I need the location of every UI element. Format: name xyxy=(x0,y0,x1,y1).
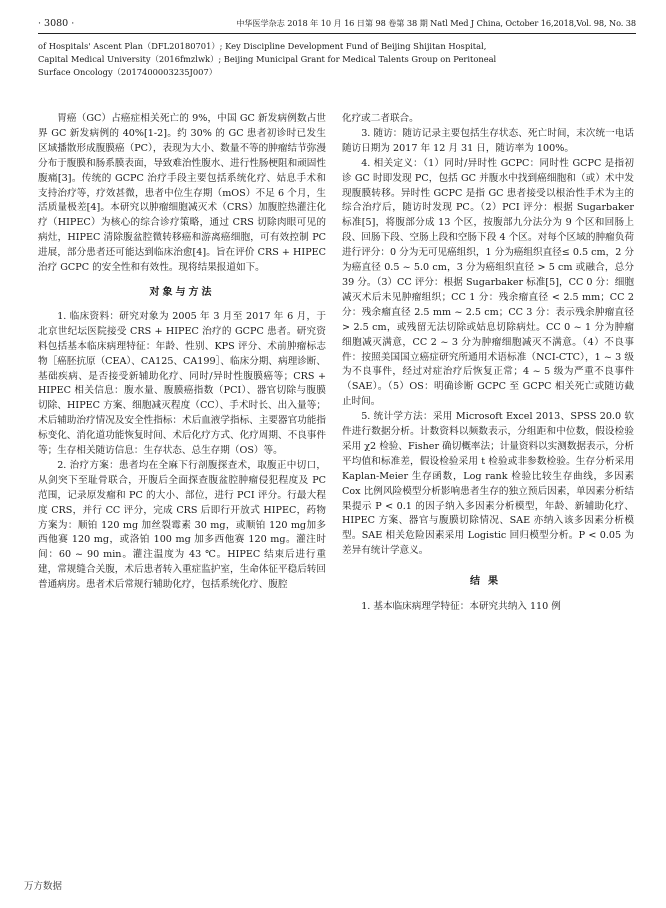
header-rule xyxy=(38,33,636,34)
funding-note xyxy=(38,40,628,80)
followup-paragraph: 3. 随访：随访记录主要包括生存状态、死亡时间，末次统一电话随访日期为 2017 年 12 月 31 日，随访率为 100%。 xyxy=(342,127,634,154)
funding-line: Capital Medical University（2016fmzlwk）; Beijing Municipal Grant for Medical Talents Group on Peritoneal xyxy=(38,54,497,65)
left-column xyxy=(38,112,326,593)
treatment-paragraph: 2. 治疗方案：患者均在全麻下行剖腹探查术，取腹正中切口，从剑突下至耻骨联合，开腹后全面探查腹盆腔肿瘤侵犯程度及 PC 范围，记录原发瘤和 PC 的大小、部位，进行 PCI 评分。行最大程度 CRS，并行 CC 评分，完成 CRS 后即行开放式 HIPEC，药物方案为：顺铂 120 mg 加丝裂霉素 30 mg，或顺铂 120 mg加多西他赛 120 mg，或洛铂 100 mg 加多西他赛 120 mg。灌注时间：60 ~ 90 min。灌注温度为 43 ℃。HIPEC 结束后进行重建，常规缝合关腹，术后患者转入重症监护室，生命体征平稳后转回普通病房。患者术后常规行辅助化疗，包括系统化疗、腹腔 xyxy=(38,459,326,591)
funding-line: of Hospitals' Ascent Plan（DFL20180701）; Key Discipline Development Fund of Beijing Shijitan Hospital, xyxy=(38,41,487,51)
section-title-methods: 对象与方法 xyxy=(149,286,215,298)
page-number: · 3080 · xyxy=(38,18,75,29)
funding-line: Surface Oncology（2017400003235J007） xyxy=(38,67,218,78)
results-paragraph: 1. 基本临床病理学特征：本研究共纳入 110 例 xyxy=(361,601,561,613)
continued-text: 化疗或二者联合。 xyxy=(342,113,419,124)
definitions-paragraph: 4. 相关定义：（1）同时/异时性 GCPC：同时性 GCPC 是指初诊 GC 时即发现 PC，包括 GC 并腹水中找到癌细胞和（或）术中发现腹膜转移。异时性 GCPC 是指 GC 患者接受以根治性手术为主的综合治疗后，随访时发现 PC。（2）PCI 评分：根据 Sugarbaker 标准[5]，将腹部分成 13 个区，按腹部九分法分为 9 个区和回肠上段、回肠下段、空肠上段和空肠下段 4 个区。对每个区域的肿瘤负荷进行评分：0 分为无可见癌组织，1 分为癌组织直径≤ 0.5 cm，2 分为癌直径 0.5 ~ 5.0 cm，3 分为癌组织直径 > 5 cm 或融合，总分 39 分。（3）CC 评分：根据 Sugarbaker 标准[5]，CC 0 分：细胞减灭术后未见肿瘤组织；CC 1 分：残余瘤直径 < 2.5 mm；CC 2 分：残余瘤直径 2.5 mm ~ 2.5 cm；CC 3 分：表示残余肿瘤直径 > 2.5 cm，或残留无法切除或姑息切除病灶。CC 0 ~ 1 分为肿瘤细胞减灭满意，CC 2 ~ 3 分为肿瘤细胞减灭不满意。（4）不良事件：按照美国国立癌症研究所通用术语标准（NCI-CTC），1 ~ 3 级为不良事件，经过对症治疗后恢复正常；4 ~ 5 级为严重不良事件（SAE）。（5）OS：明确诊断 GCPC 至 GCPC 相关死亡或随访截止时间。 xyxy=(342,157,634,408)
right-column xyxy=(342,112,634,615)
statistics-paragraph: 5. 统计学方法：采用 Microsoft Excel 2013、SPSS 20.0 软件进行数据分析。计数资料以频数表示，分组距和中位数，假设检验采用 χ2 检验、Fisher 确切概率法；计量资料以实测数据表示，分析平均值和标准差，假设检验采用 t 检验或非参数检验。生存分析采用 Kaplan-Meier 生存函数，Log rank 检验比较生存曲线，多因素 Cox 比例风险模型分析影响患者生存的独立预后因素，单因素分析结果提示 P < 0.1 的因子纳入多因素分析模型，年龄、新辅助化疗、HIPEC 方案、器官与腹膜切除情况、SAE 亦纳入该多因素分析模型。SAE 相关危险因素采用 Logistic 回归模型分析。P < 0.05 为差异有统计学意义。 xyxy=(342,411,634,557)
intro-paragraph: 胃癌（GC）占癌症相关死亡的 9%，中国 GC 新发病例数占世界 GC 新发病例的 40%[1-2]。约 30% 的 GC 患者初诊时已发生区域播散形成腹膜癌（PC），表现为大小、数量不等的肿瘤结节弥漫分布于腹膜和肠系膜表面，导致难治性腹水、进行性肠梗阻和顽固性腹痛[3]。传统的 GCPC 治疗手段主要包括系统化疗、姑息手术和支持治疗等，疗效甚微，患者中位生存期（mOS）不足 6 个月，生活质量极差[4]。本研究以肿瘤细胞减灭术（CRS）加腹腔热灌注化疗（HIPEC）为核心的综合诊疗策略，通过 CRS 切除肉眼可见的病灶，HIPEC 清除腹盆腔微转移癌和游离癌细胞，可有效控制 PC 进展，部分患者还可能达到临床治愈[4]。旨在评价 CRS + HIPEC 治疗 GCPC 的安全性和有效性。现将结果报道如下。 xyxy=(38,113,326,274)
section-title-results: 结果 xyxy=(470,576,506,588)
journal-citation: 中华医学杂志 2018 年 10 月 16 日第 98 卷第 38 期 Natl Med J China, October 16,2018,Vol. 98, No. 38 xyxy=(236,18,636,28)
clinical-data-paragraph: 1. 临床资料：研究对象为 2005 年 3 月至 2017 年 6 月，于北京世纪坛医院接受 CRS + HIPEC 治疗的 GCPC 患者。研究资料包括基本临床病理特征：年龄、性别、KPS 评分、术前肿瘤标志物［癌胚抗原（CEA）、CA125、CA199］、临床分期、病理诊断、基础疾病、是否接受新辅助化疗、同时/异时性腹膜癌等；CRS + HIPEC 相关信息：腹水量、腹膜癌指数（PCI）、器官切除与腹膜切除、HIPEC 方案、细胞减灭程度（CC）、手术时长、出入量等；术后辅助治疗情况及安全性指标：术后血液学指标、主要器官功能指标变化、消化道功能恢复时间、术后化疗方式、化疗周期、不良事件等；生存相关随访信息：生存状态、总生存期（OS）等。 xyxy=(38,310,326,457)
watermark-footer: 万方数据 xyxy=(24,881,63,892)
